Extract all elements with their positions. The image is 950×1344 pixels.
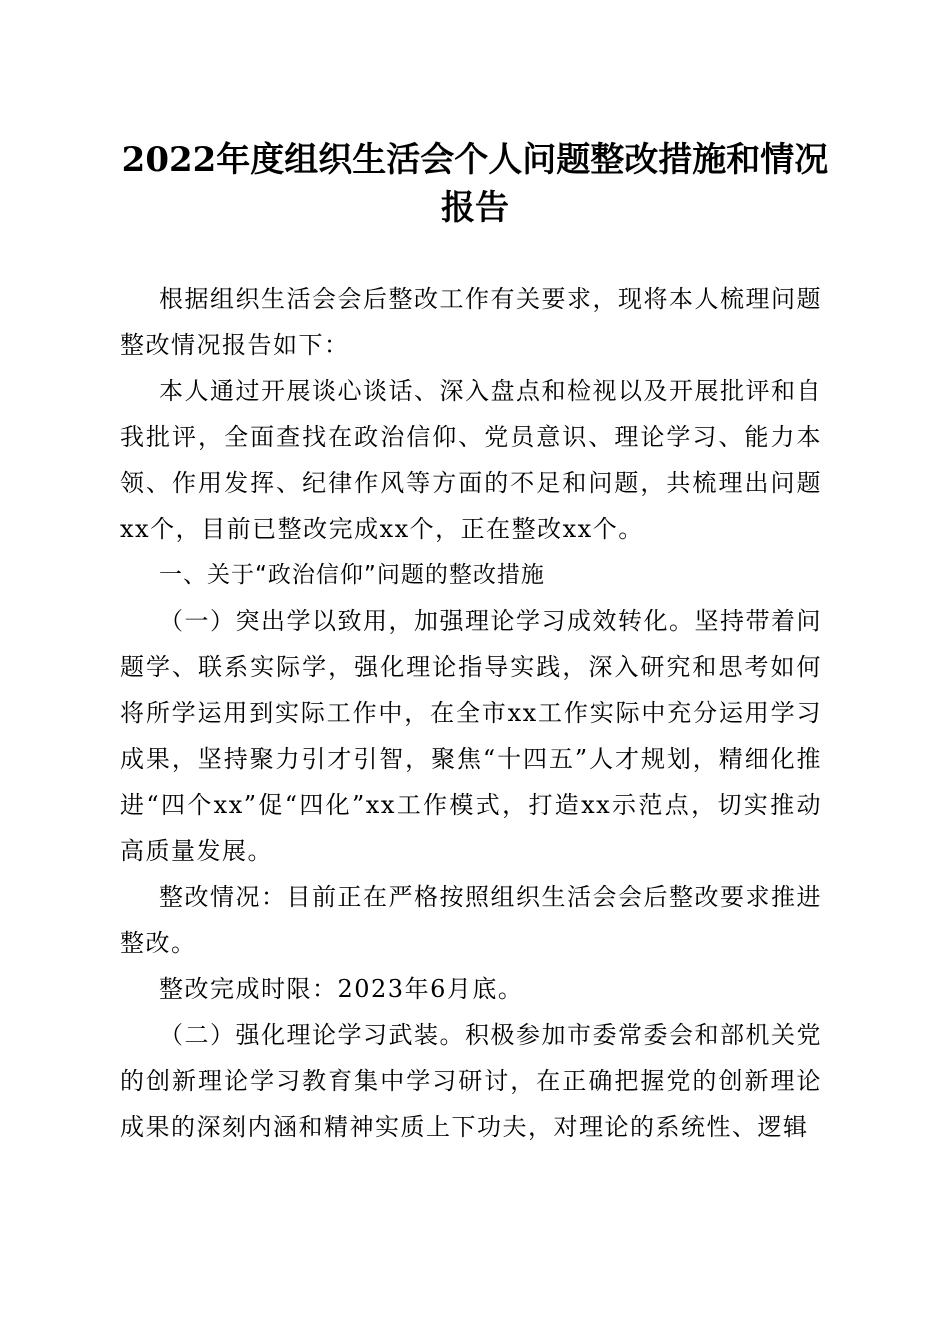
item-1-text: 坚持带着问题学、联系实际学，强化理论指导实践，深入研究和思考如何将所学运用到实际工作中，在全市xx工作实际中充分运用学习成果，坚持聚力引才引智，聚焦“十四五”人才规划，精细化推进“四个xx”促“四化”xx工作模式，打造xx示范点，切实推动高质量发展。	[120, 607, 822, 865]
item-1-paragraph	[120, 598, 822, 874]
section-heading-political-belief: 一、关于“政治信仰”问题的整改措施	[159, 562, 545, 588]
item-2-text: 积极参加市委常委会和部机关党的创新理论学习教育集中学习研讨，在正确把握党的创新理论成果的深刻内涵和精神实质上下功夫，对理论的系统性、逻辑	[120, 1021, 822, 1141]
document-title: 2022年度组织生活会个人问题整改措施和情况报告	[121, 140, 829, 228]
item-1-lead: （一）突出学以致用，加强理论学习成效转化。	[159, 607, 695, 635]
intro-paragraph: 根据组织生活会会后整改工作有关要求，现将本人梳理问题整改情况报告如下：	[120, 285, 822, 359]
item-1-deadline: 整改完成时限：2023年6月底。	[159, 975, 524, 1003]
document-body	[120, 276, 822, 1150]
summary-paragraph: 本人通过开展谈心谈话、深入盘点和检视以及开展批评和自我批评，全面查找在政治信仰、党员意识、理论学习、能力本领、作用发挥、纪律作风等方面的不足和问题，共梳理出问题xx个，目前已整改完成xx个，正在整改xx个。	[120, 377, 822, 543]
item-1-status: 整改情况：目前正在严格按照组织生活会会后整改要求推进整改。	[120, 883, 822, 957]
item-2-paragraph	[120, 1012, 822, 1150]
item-2-lead: （二）强化理论学习武装。	[159, 1021, 465, 1049]
